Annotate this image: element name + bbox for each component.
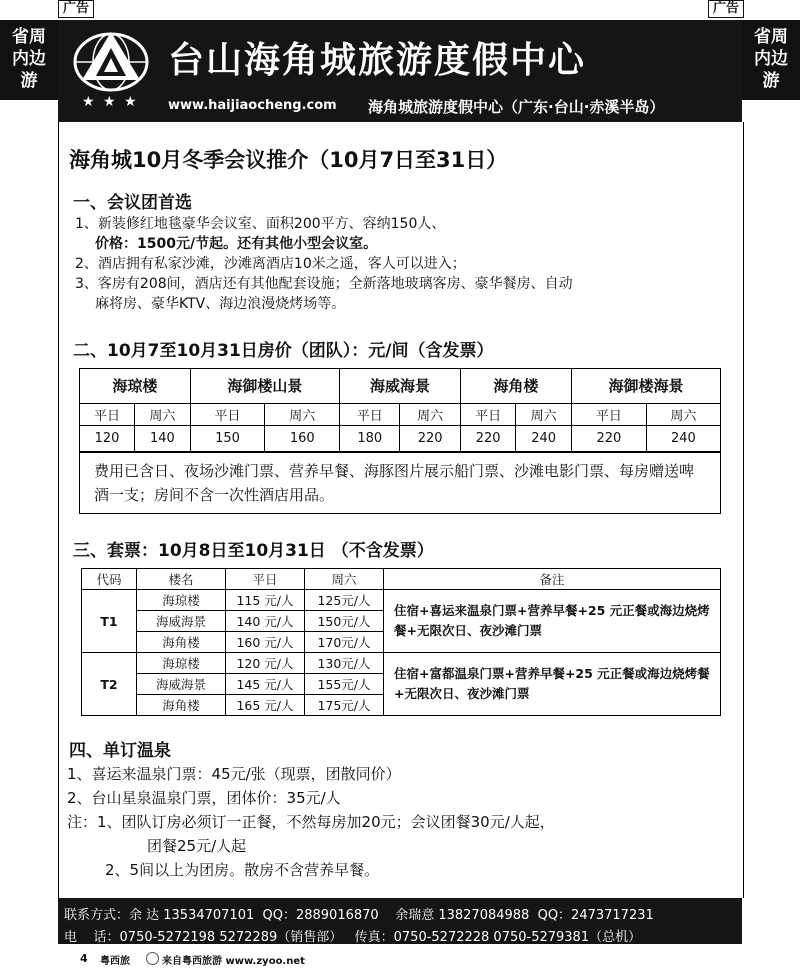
day-label: 周六: [646, 403, 720, 425]
section4-line: 注：1、团队订房必须订一正餐，不然每房加20元；会议团餐30元/人起，: [67, 813, 555, 831]
package-header-row: [82, 569, 721, 590]
section1-body: [75, 214, 735, 314]
building-row: [80, 369, 720, 403]
package-weekday: 145 元/人: [226, 674, 305, 695]
day-label: 平日: [460, 403, 516, 425]
package-row: [82, 590, 721, 611]
building-name: 海角楼: [460, 369, 571, 403]
package-saturday: 125元/人: [305, 590, 384, 611]
ad-label-left: 广告: [58, 0, 94, 18]
price-cell: 140: [135, 425, 191, 451]
publisher-logo-icon: [146, 952, 159, 965]
price-row: [80, 425, 720, 451]
section4-line: 2、5间以上为团房。散房不含营养早餐。: [105, 861, 380, 879]
room-price-note: 费用已含日、夜场沙滩门票、营养早餐、海豚图片展示船门票、沙滩电影门票、每房赠送啤酒一支；房间不含一次性酒店用品。: [80, 452, 720, 513]
package-weekday: 115 元/人: [226, 590, 305, 611]
package-building: 海角楼: [137, 632, 226, 653]
day-label: 平日: [80, 403, 135, 425]
side-tag-line: 游: [20, 71, 38, 91]
section2-heading: 二、10月7至10月31日房价（团队）：元/间（含发票）: [73, 341, 494, 361]
main-title: 海角城10月冬季会议推介（10月7日至31日）: [69, 148, 508, 172]
package-building: 海角楼: [137, 695, 226, 716]
section1-line: 1、新装修红地毯豪华会议室、面积200平方、容纳150人、: [75, 216, 446, 232]
package-table: [81, 568, 721, 716]
section4-line: 1、喜运来温泉门票：45元/张（现票，团散同价）: [67, 765, 401, 783]
side-tag-line: 内边: [12, 49, 46, 69]
room-price-box: [79, 368, 721, 514]
package-row: [82, 653, 721, 674]
package-saturday: 150元/人: [305, 611, 384, 632]
ad-label-right: 广告: [708, 0, 744, 18]
price-cell: 150: [190, 425, 265, 451]
section1-heading: 一、会议团首选: [73, 193, 192, 213]
section4-heading: 四、单订温泉: [69, 741, 171, 761]
day-label: 平日: [340, 403, 400, 425]
publication-tagline: 来自粤西旅游 www.zyoo.net: [162, 956, 305, 967]
side-tag-right: [742, 20, 800, 100]
header-title: 台山海角城旅游度假中心: [168, 40, 587, 81]
day-label: 平日: [190, 403, 265, 425]
package-remark: 住宿+富都温泉门票+营养早餐+25 元正餐或海边烧烤餐+无限次日、夜沙滩门票: [384, 653, 721, 716]
day-label: 周六: [265, 403, 340, 425]
price-cell: 240: [646, 425, 720, 451]
room-price-table: [80, 369, 720, 452]
side-tag-line: 省周: [754, 27, 788, 47]
side-tag-line: 游: [762, 71, 780, 91]
header-subtitle: 海角城旅游度假中心（广东·台山·赤溪半岛）: [368, 98, 665, 116]
package-code: T1: [82, 590, 137, 653]
side-tag-left: [0, 20, 58, 100]
package-header: 楼名: [137, 569, 226, 590]
side-tag-line: 内边: [754, 49, 788, 69]
section1-line: 3、客房有208间，酒店还有其他配套设施；全新落地玻璃客房、豪华餐房、自动: [75, 276, 573, 292]
section1-line: 麻将房、豪华KTV、海边浪漫烧烤场等。: [95, 296, 346, 312]
resort-logo-icon: [72, 28, 150, 92]
header-stars: ★ ★ ★: [82, 94, 139, 110]
price-cell: 120: [80, 425, 135, 451]
side-tag-line: 省周: [12, 27, 46, 47]
package-weekday: 140 元/人: [226, 611, 305, 632]
package-header: 代码: [82, 569, 137, 590]
price-cell: 160: [265, 425, 340, 451]
price-cell: 180: [340, 425, 400, 451]
package-header: 平日: [226, 569, 305, 590]
header-url[interactable]: www.haijiaocheng.com: [168, 98, 337, 113]
package-weekday: 165 元/人: [226, 695, 305, 716]
package-building: 海琼楼: [137, 653, 226, 674]
main-content: [58, 122, 744, 898]
package-weekday: 160 元/人: [226, 632, 305, 653]
package-code: T2: [82, 653, 137, 716]
package-weekday: 120 元/人: [226, 653, 305, 674]
day-label: 周六: [135, 403, 191, 425]
package-remark: 住宿+喜运来温泉门票+营养早餐+25 元正餐或海边烧烤餐+无限次日、夜沙滩门票: [384, 590, 721, 653]
building-name: 海御楼山景: [190, 369, 339, 403]
section4-line: 2、台山星泉温泉门票，团体价：35元/人: [67, 789, 341, 807]
section4-line: 团餐25元/人起: [147, 837, 247, 855]
package-saturday: 175元/人: [305, 695, 384, 716]
page-number: 4: [80, 952, 88, 965]
package-building: 海威海景: [137, 674, 226, 695]
day-label: 平日: [571, 403, 646, 425]
building-name: 海琼楼: [80, 369, 190, 403]
section1-line: 价格：1500元/节起。还有其他小型会议室。: [95, 236, 378, 252]
day-label: 周六: [516, 403, 572, 425]
package-saturday: 155元/人: [305, 674, 384, 695]
price-cell: 240: [516, 425, 572, 451]
package-header: 备注: [384, 569, 721, 590]
price-cell: 220: [400, 425, 460, 451]
package-saturday: 170元/人: [305, 632, 384, 653]
day-label-row: [80, 403, 720, 425]
package-building: 海琼楼: [137, 590, 226, 611]
publication-brand: 粤西旅: [100, 956, 130, 967]
contact-line: 联系方式：余 达 13534707101 QQ：2889016870 余瑞意 13827084988 QQ：2473717231: [64, 908, 654, 923]
building-name: 海御楼海景: [571, 369, 720, 403]
section1-line: 2、酒店拥有私家沙滩，沙滩离酒店10米之遥，客人可以进入；: [75, 256, 466, 272]
package-building: 海威海景: [137, 611, 226, 632]
header-banner: [58, 20, 742, 122]
section4-body: [67, 762, 737, 882]
price-cell: 220: [460, 425, 516, 451]
contact-footer: [58, 898, 742, 944]
package-saturday: 130元/人: [305, 653, 384, 674]
package-header: 周六: [305, 569, 384, 590]
section3-heading: 三、套票：10月8日至10月31日 （不含发票）: [73, 541, 434, 561]
day-label: 周六: [400, 403, 460, 425]
contact-line: 电 话：0750-5272198 5272289（销售部） 传真：0750-5272228 0750-5279381（总机）: [64, 930, 642, 945]
price-cell: 220: [571, 425, 646, 451]
building-name: 海威海景: [340, 369, 461, 403]
